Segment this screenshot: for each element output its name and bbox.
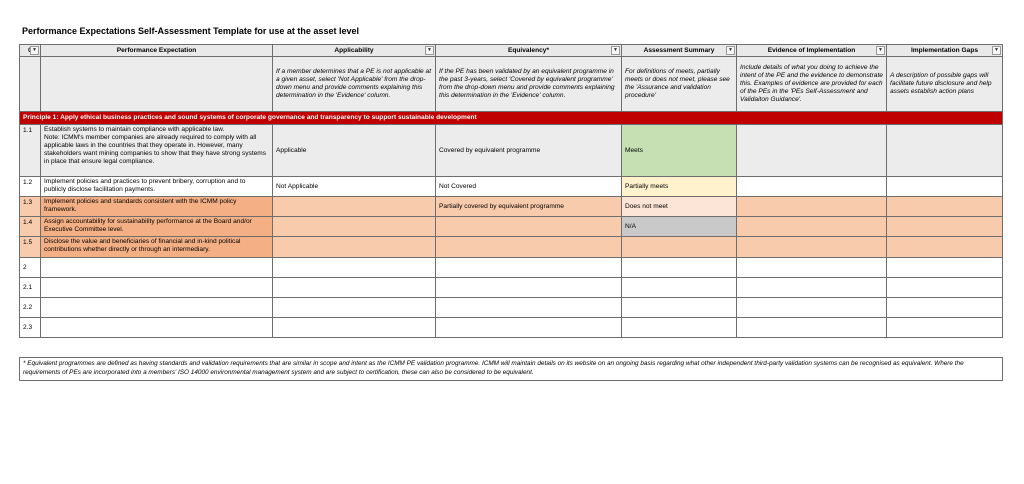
header-label: Implementation Gaps	[910, 46, 979, 54]
assessment-cell[interactable]	[622, 258, 737, 278]
pe-cell[interactable]	[41, 298, 273, 318]
gaps-cell[interactable]	[887, 318, 1003, 338]
evidence-cell[interactable]	[737, 258, 887, 278]
applicability-cell[interactable]: Applicable	[273, 125, 436, 177]
table-row	[20, 258, 1003, 278]
description-cell[interactable]	[20, 57, 41, 112]
column-header-assessment-summary[interactable]	[622, 45, 737, 57]
table-row	[20, 197, 1003, 217]
row-number[interactable]: 1.2	[20, 177, 41, 197]
assessment-cell[interactable]	[622, 237, 737, 258]
equivalency-cell[interactable]	[436, 318, 622, 338]
gaps-cell[interactable]	[887, 217, 1003, 237]
gaps-cell[interactable]	[887, 278, 1003, 298]
header-label: Performance Expectation	[116, 46, 197, 54]
table-row	[20, 237, 1003, 258]
equivalency-cell[interactable]	[436, 278, 622, 298]
assessment-cell[interactable]: N/A	[622, 217, 737, 237]
row-number[interactable]: 1.4	[20, 217, 41, 237]
row-number[interactable]: 1.3	[20, 197, 41, 217]
row-number[interactable]: 2.3	[20, 318, 41, 338]
gaps-cell[interactable]	[887, 298, 1003, 318]
pe-text-line: Establish systems to maintain compliance with applicable law.	[44, 126, 225, 133]
table-row	[20, 278, 1003, 298]
pe-cell[interactable]: Assign accountability for sustainability performance at the Board and/or Executive Committee level.	[41, 217, 273, 237]
applicability-cell[interactable]	[273, 237, 436, 258]
header-label: Evidence of Implementation	[767, 46, 856, 54]
assessment-cell[interactable]	[622, 318, 737, 338]
gaps-cell[interactable]	[887, 237, 1003, 258]
assessment-cell[interactable]	[622, 298, 737, 318]
equivalency-description[interactable]: If the PE has been validated by an equivalent programme in the past 3-years, select 'Covered by equivalent programme' from the drop-down menu and provide comments explaining this determination in the 'Evidence' column.	[436, 57, 622, 112]
row-number[interactable]: 1.1	[20, 125, 41, 177]
pe-cell[interactable]	[41, 125, 273, 177]
applicability-cell[interactable]: Not Applicable	[273, 177, 436, 197]
gaps-cell[interactable]	[887, 125, 1003, 177]
table-row	[20, 298, 1003, 318]
row-number[interactable]: 1.5	[20, 237, 41, 258]
row-number[interactable]: 2	[20, 258, 41, 278]
evidence-cell[interactable]	[737, 125, 887, 177]
assessment-description[interactable]: For definitions of meets, partially meets or does not meet, please see the 'Assurance and validation procedure'	[622, 57, 737, 112]
assessment-cell[interactable]: Meets	[622, 125, 737, 177]
dropdown-arrow-icon[interactable]: ▼	[611, 46, 620, 55]
column-header-number[interactable]	[20, 45, 41, 57]
self-assessment-table	[19, 44, 1003, 338]
header-label: Applicability	[334, 46, 374, 54]
applicability-cell[interactable]	[273, 278, 436, 298]
applicability-cell[interactable]	[273, 258, 436, 278]
equivalency-cell[interactable]	[436, 258, 622, 278]
equivalency-cell[interactable]	[436, 217, 622, 237]
applicability-cell[interactable]	[273, 217, 436, 237]
equivalency-cell[interactable]	[436, 298, 622, 318]
description-row	[20, 57, 1003, 112]
dropdown-arrow-icon[interactable]: ▼	[992, 46, 1001, 55]
evidence-description[interactable]: Include details of what you doing to achieve the intent of the PE and the evidence to demonstrate this. Examples of evidence are provided for each of the PEs in the 'PEs Self-Assessment and Validaiton Guidance'.	[737, 57, 887, 112]
pe-cell[interactable]: Disclose the value and beneficiaries of financial and in-kind political contributions whether directly or through an intermediary.	[41, 237, 273, 258]
evidence-cell[interactable]	[737, 217, 887, 237]
header-row	[20, 45, 1003, 57]
gaps-description[interactable]: A description of possible gaps will facilitate future disclosure and help assets establish action plans	[887, 57, 1003, 112]
gaps-cell[interactable]	[887, 197, 1003, 217]
description-cell[interactable]	[41, 57, 273, 112]
column-header-evidence[interactable]	[737, 45, 887, 57]
header-label: Equivalency*	[507, 46, 550, 54]
principle-1-heading[interactable]: Principle 1: Apply ethical business practices and sound systems of corporate governance and transparency to support sustainable development	[20, 112, 1003, 125]
pe-cell[interactable]	[41, 278, 273, 298]
gaps-cell[interactable]	[887, 177, 1003, 197]
gaps-cell[interactable]	[887, 258, 1003, 278]
column-header-performance-expectation	[41, 45, 273, 57]
evidence-cell[interactable]	[737, 298, 887, 318]
pe-cell[interactable]	[41, 258, 273, 278]
principle-row	[20, 112, 1003, 125]
applicability-description[interactable]: If a member determines that a PE is not applicable at a given asset, select 'Not Applicable' from the drop-down menu and provide comments explaining this determination in the 'Evidence' column.	[273, 57, 436, 112]
row-number[interactable]: 2.2	[20, 298, 41, 318]
equivalency-cell[interactable]: Covered by equivalent programme	[436, 125, 622, 177]
row-number[interactable]: 2.1	[20, 278, 41, 298]
evidence-cell[interactable]	[737, 318, 887, 338]
pe-note: Note: ICMM's member companies are already required to comply with all applicable laws in the countries that they operate in. However, many stakeholders want mining companies to show that they have strong systems in place that ensure legal compliance.	[44, 133, 267, 165]
evidence-cell[interactable]	[737, 177, 887, 197]
equivalency-cell[interactable]: Partially covered by equivalent programme	[436, 197, 622, 217]
table-row	[20, 125, 1003, 177]
dropdown-arrow-icon[interactable]: ▼	[726, 46, 735, 55]
pe-cell[interactable]: Implement policies and practices to prevent bribery, corruption and to publicly disclose facilitation payments.	[41, 177, 273, 197]
assessment-cell[interactable]: Does not meet	[622, 197, 737, 217]
assessment-cell[interactable]: Partially meets	[622, 177, 737, 197]
equivalency-cell[interactable]	[436, 237, 622, 258]
applicability-cell[interactable]	[273, 298, 436, 318]
equivalency-cell[interactable]: Not Covered	[436, 177, 622, 197]
column-header-equivalency[interactable]	[436, 45, 622, 57]
pe-cell[interactable]: Implement policies and standards consistent with the ICMM policy framework.	[41, 197, 273, 217]
table-row	[20, 318, 1003, 338]
dropdown-arrow-icon[interactable]: ▼	[876, 46, 885, 55]
dropdown-arrow-icon[interactable]: ▼	[30, 46, 39, 55]
header-label: Assessment Summary	[643, 46, 715, 54]
applicability-cell[interactable]	[273, 197, 436, 217]
column-header-applicability[interactable]	[273, 45, 436, 57]
pe-cell[interactable]	[41, 318, 273, 338]
column-header-gaps[interactable]	[887, 45, 1003, 57]
assessment-cell[interactable]	[622, 278, 737, 298]
applicability-cell[interactable]	[273, 318, 436, 338]
dropdown-arrow-icon[interactable]: ▼	[425, 46, 434, 55]
footnote: * Equivalent programmes are defined as having standards and validation requirements that are similar in scope and intent as the ICMM PE validation programme. ICMM will maintain details on its website on an ongoing basis regarding what other independent third-party validation systems can be recognised as equivalent. Where the requirements of PEs are incorporated into a members' ISO 14000 environmental management system and are subject to certification, these can also be considered to be equivalent.	[19, 357, 1003, 381]
table-row	[20, 177, 1003, 197]
page-title: Performance Expectations Self-Assessment Template for use at the asset level	[22, 26, 359, 36]
table-row	[20, 217, 1003, 237]
evidence-cell[interactable]	[737, 197, 887, 217]
evidence-cell[interactable]	[737, 237, 887, 258]
evidence-cell[interactable]	[737, 278, 887, 298]
